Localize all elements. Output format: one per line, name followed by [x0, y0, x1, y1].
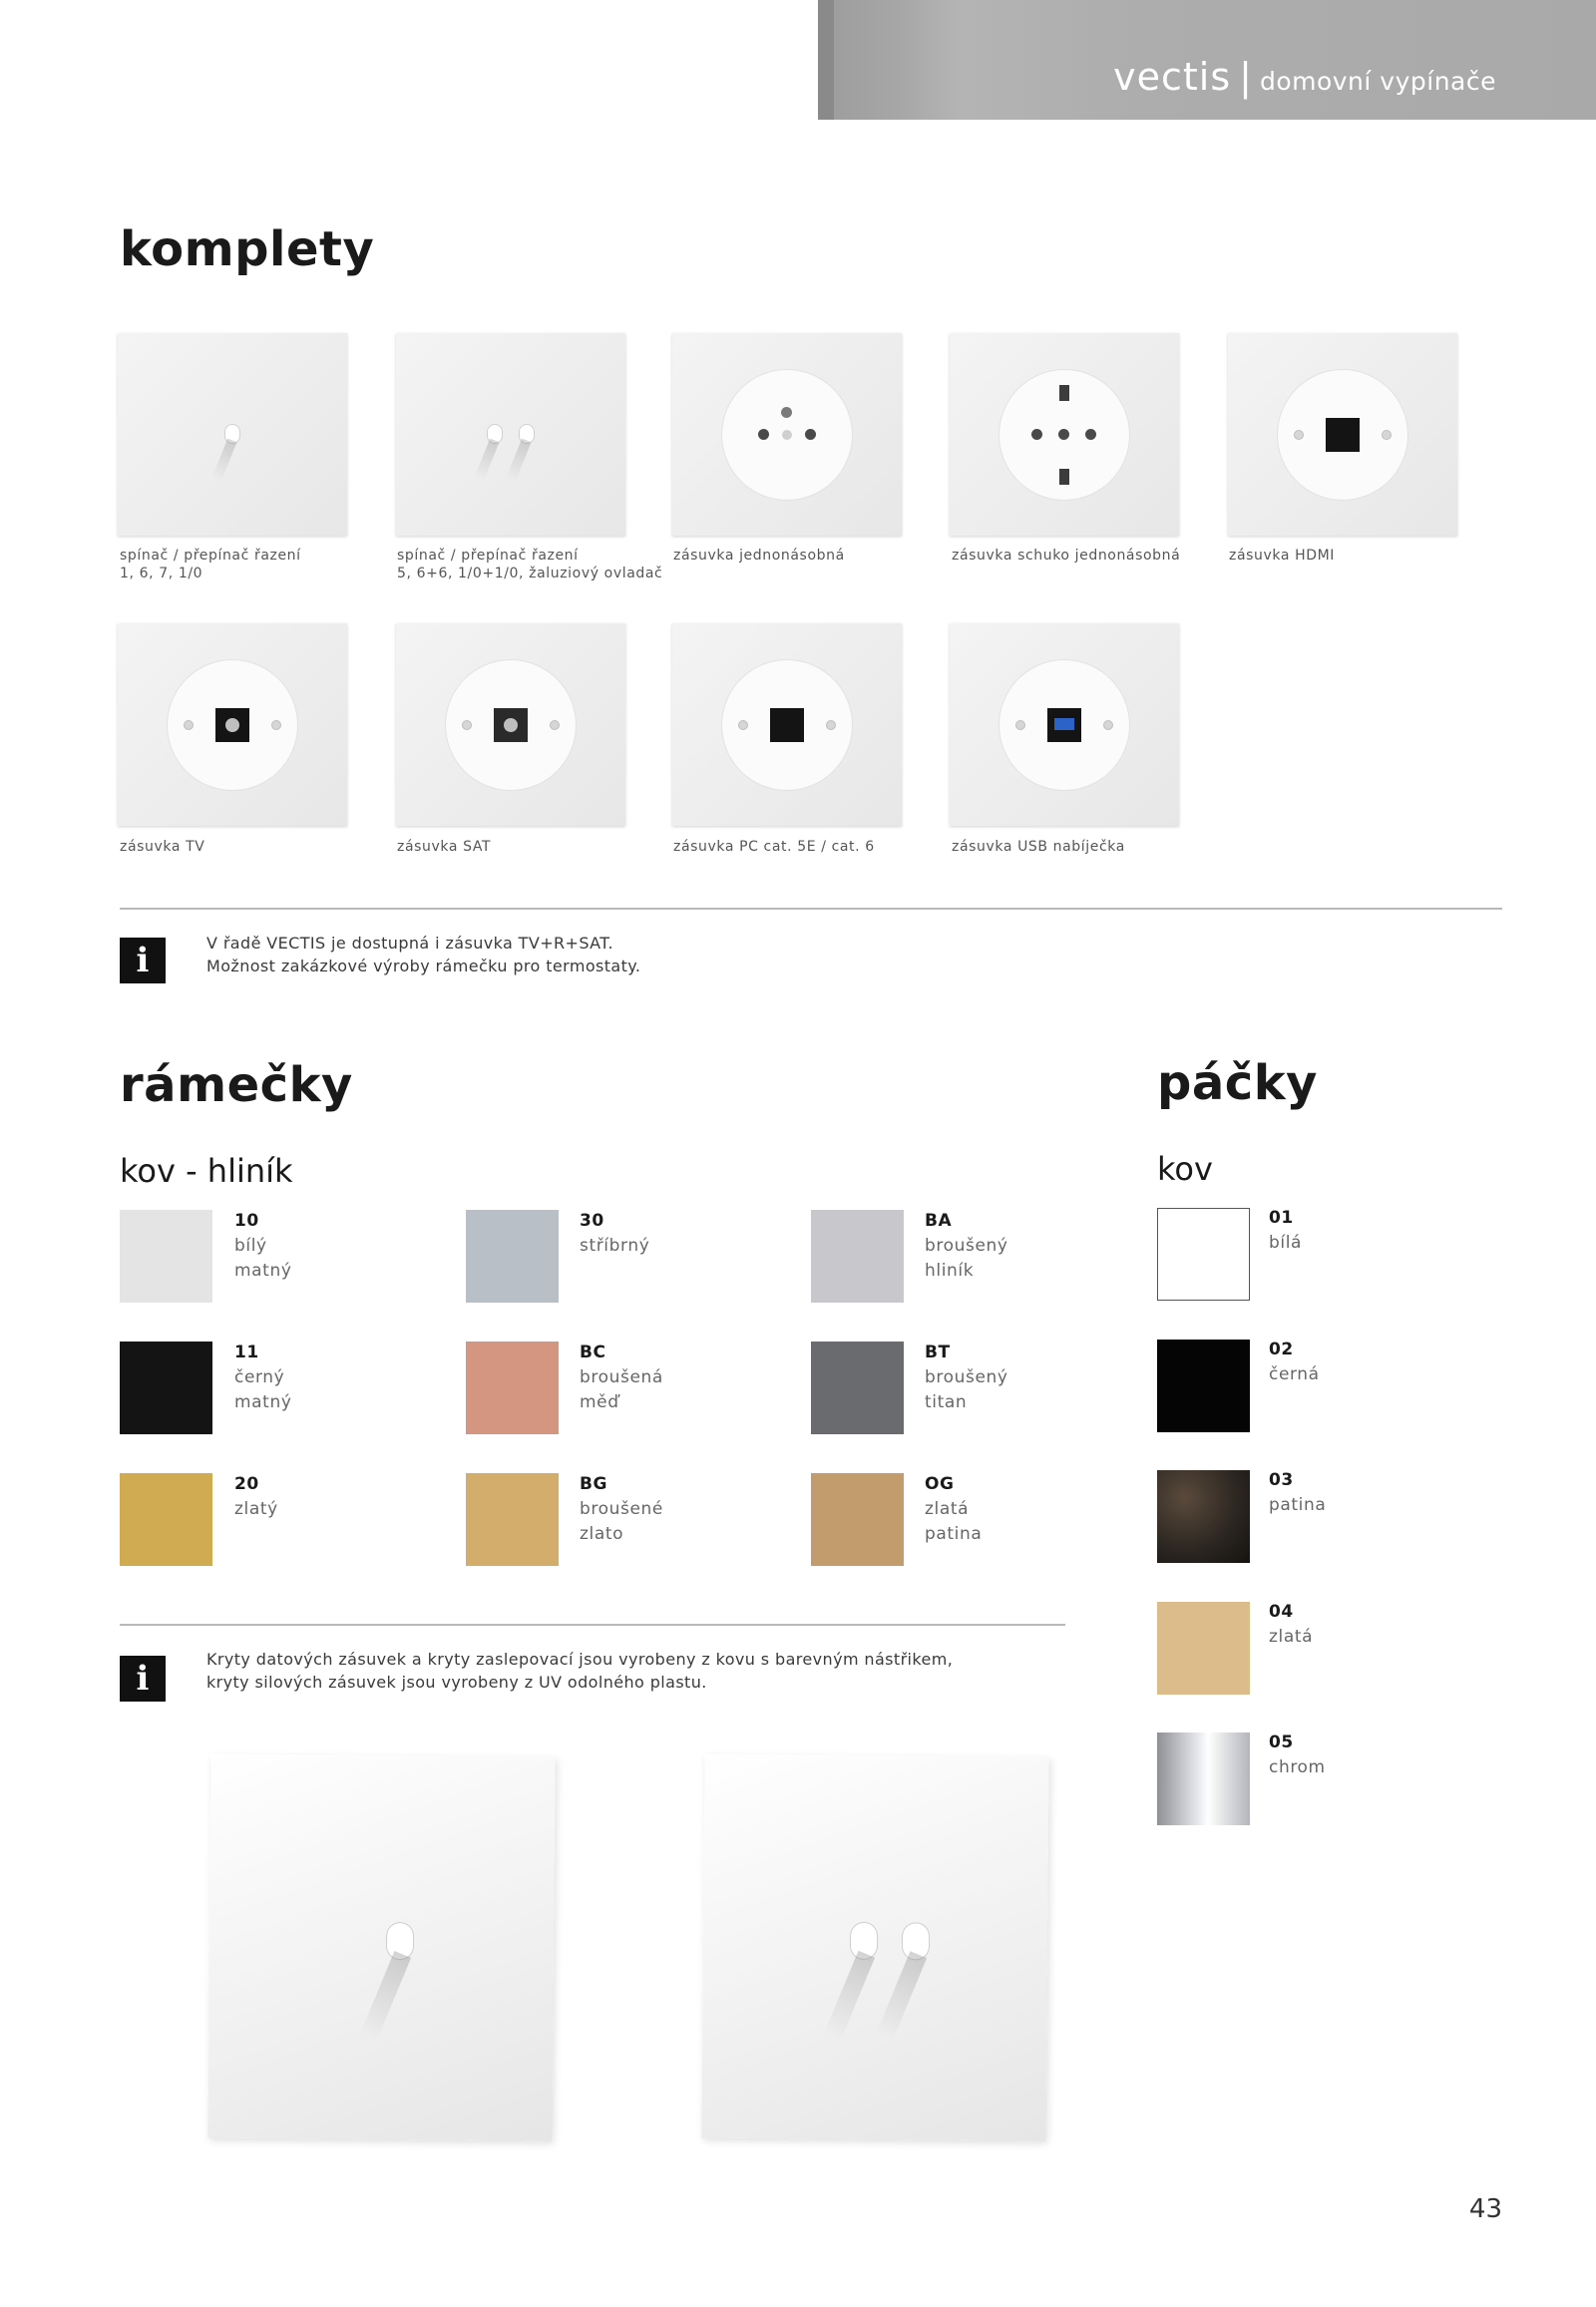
- ethernet-port-icon: [770, 708, 804, 742]
- socket-hole-icon: [1058, 429, 1069, 440]
- caption-line: zásuvka USB nabíječka: [952, 839, 1125, 855]
- info-icon: i: [120, 938, 166, 983]
- product-photo-double-switch: [701, 1754, 1048, 2141]
- product-tile-tv[interactable]: [118, 623, 347, 826]
- screw-icon: [271, 720, 281, 730]
- lever-swatch-label: [1269, 1338, 1320, 1387]
- product-tile-switch-single[interactable]: [118, 333, 347, 536]
- screw-icon: [738, 720, 748, 730]
- socket-hole-icon: [758, 429, 769, 440]
- screw-icon: [1103, 720, 1113, 730]
- swatch-line: patina: [925, 1524, 983, 1544]
- caption-switch-single: [120, 547, 301, 582]
- lever-shadow: [474, 439, 499, 482]
- divider: [120, 1624, 1065, 1626]
- sat-port-icon: [494, 708, 528, 742]
- frame-swatch-label: [234, 1341, 291, 1415]
- divider: [120, 908, 1502, 910]
- swatch-line: patina: [1269, 1495, 1327, 1515]
- subtitle-kov: kov: [1157, 1150, 1213, 1188]
- section-title-packy: páčky: [1157, 1055, 1318, 1111]
- swatch-line: černá: [1269, 1364, 1320, 1384]
- schuko-clip-top-icon: [1059, 385, 1069, 401]
- frame-swatch-label: [580, 1341, 663, 1415]
- usb-port-icon: [1047, 708, 1081, 742]
- lever-swatch-05[interactable]: [1157, 1732, 1250, 1825]
- socket-hole-icon: [805, 429, 816, 440]
- caption-usb: [952, 838, 1125, 856]
- screw-icon: [1294, 430, 1304, 440]
- lever-swatch-01[interactable]: [1157, 1208, 1250, 1301]
- swatch-line: bílá: [1269, 1233, 1303, 1253]
- swatch-code: 05: [1269, 1732, 1294, 1752]
- caption-line: 5, 6+6, 1/0+1/0, žaluziový ovladač: [397, 566, 663, 581]
- swatch-code: 04: [1269, 1602, 1294, 1622]
- swatch-line: stříbrný: [580, 1236, 650, 1256]
- caption-socket-french: [673, 547, 845, 565]
- swatch-line: zlatá: [1269, 1627, 1314, 1647]
- swatch-code: BC: [580, 1343, 606, 1362]
- swatch-line: zlato: [580, 1524, 624, 1544]
- earth-pin-icon: [781, 407, 792, 418]
- info-note-1: [206, 932, 640, 977]
- section-title-komplety: komplety: [120, 221, 375, 277]
- frame-swatch-11[interactable]: [120, 1342, 212, 1434]
- lever-swatch-03[interactable]: [1157, 1470, 1250, 1563]
- swatch-code: BA: [925, 1211, 953, 1231]
- swatch-line: chrom: [1269, 1757, 1326, 1777]
- frame-swatch-label: [925, 1472, 982, 1547]
- socket-hole-icon: [1031, 429, 1042, 440]
- frame-swatch-BA[interactable]: [811, 1210, 904, 1303]
- product-tile-switch-double[interactable]: [396, 333, 625, 536]
- swatch-code: 03: [1269, 1470, 1294, 1490]
- caption-line: 1, 6, 7, 1/0: [120, 566, 203, 581]
- header-band: [818, 0, 1596, 120]
- swatch-line: bílý: [234, 1236, 267, 1256]
- caption-line: zásuvka jednonásobná: [673, 548, 845, 564]
- lever-swatch-label: [1269, 1730, 1326, 1780]
- lever-shadow: [211, 439, 236, 482]
- section-title-ramecky: rámečky: [120, 1057, 353, 1113]
- frame-swatch-label: [234, 1209, 291, 1284]
- swatch-line: broušený: [925, 1367, 1008, 1387]
- lever-swatch-label: [1269, 1206, 1302, 1256]
- lever-swatch-04[interactable]: [1157, 1602, 1250, 1695]
- socket-hole-icon: [1085, 429, 1096, 440]
- info-icon: i: [120, 1656, 166, 1702]
- swatch-line: hliník: [925, 1261, 975, 1281]
- info-line: V řadě VECTIS je dostupná i zásuvka TV+R+SAT.: [206, 934, 614, 953]
- swatch-code: BG: [580, 1474, 608, 1494]
- caption-line: zásuvka SAT: [397, 839, 492, 855]
- info-line: Kryty datových zásuvek a kryty zaslepovací jsou vyrobeny z kovu s barevným nástřikem,: [206, 1650, 954, 1669]
- frame-swatch-10[interactable]: [120, 1210, 212, 1303]
- product-tile-usb[interactable]: [950, 623, 1179, 826]
- schuko-clip-bottom-icon: [1059, 469, 1069, 485]
- caption-socket-schuko: [952, 547, 1180, 565]
- header-title: [1113, 55, 1496, 99]
- swatch-code: OG: [925, 1474, 955, 1494]
- swatch-line: broušená: [580, 1367, 663, 1387]
- swatch-code: BT: [925, 1343, 951, 1362]
- swatch-code: 30: [580, 1211, 604, 1231]
- frame-swatch-BG[interactable]: [466, 1473, 559, 1566]
- screw-icon: [1015, 720, 1025, 730]
- screw-icon: [550, 720, 560, 730]
- product-photo-single-switch: [207, 1754, 555, 2141]
- caption-line: zásuvka HDMI: [1229, 548, 1335, 564]
- frame-swatch-OG[interactable]: [811, 1473, 904, 1566]
- swatch-line: zlatý: [234, 1499, 278, 1519]
- lever-shadow: [506, 439, 531, 482]
- swatch-line: matný: [234, 1392, 292, 1412]
- info-note-2: [206, 1648, 953, 1694]
- swatch-code: 11: [234, 1343, 259, 1362]
- screw-icon: [826, 720, 836, 730]
- screw-icon: [462, 720, 472, 730]
- lever-swatch-label: [1269, 1468, 1326, 1518]
- caption-line: spínač / přepínač řazení: [397, 548, 579, 564]
- frame-swatch-label: [925, 1341, 1008, 1415]
- caption-pc: [673, 838, 875, 856]
- product-tile-hdmi[interactable]: [1228, 333, 1457, 536]
- caption-line: zásuvka PC cat. 5E / cat. 6: [673, 839, 875, 855]
- swatch-code: 20: [234, 1474, 259, 1494]
- frame-swatch-BC[interactable]: [466, 1342, 559, 1434]
- swatch-code: 01: [1269, 1208, 1294, 1228]
- brand-name: vectis: [1113, 55, 1232, 99]
- caption-switch-double: [397, 547, 662, 582]
- page-number: 43: [1468, 2194, 1502, 2224]
- frame-swatch-30[interactable]: [466, 1210, 559, 1303]
- caption-sat: [397, 838, 491, 856]
- socket-center-icon: [782, 430, 792, 440]
- lever-shadow: [824, 1951, 875, 2041]
- caption-hdmi: [1229, 547, 1335, 565]
- frame-swatch-label: [580, 1209, 649, 1259]
- swatch-code: 10: [234, 1211, 259, 1231]
- swatch-line: broušené: [580, 1499, 663, 1519]
- subtitle-kov-hlinik: kov - hliník: [120, 1152, 293, 1190]
- swatch-line: zlatá: [925, 1499, 970, 1519]
- screw-icon: [184, 720, 194, 730]
- header-separator: |: [1239, 55, 1252, 99]
- caption-line: zásuvka TV: [120, 839, 205, 855]
- caption-line: zásuvka schuko jednonásobná: [952, 548, 1181, 564]
- swatch-line: titan: [925, 1392, 968, 1412]
- lever-swatch-label: [1269, 1600, 1313, 1650]
- swatch-line: měď: [580, 1392, 619, 1412]
- product-tile-socket-french[interactable]: [672, 333, 902, 536]
- swatch-code: 02: [1269, 1340, 1294, 1359]
- tv-port-icon: [215, 708, 249, 742]
- header-band-edge: [818, 0, 834, 120]
- lever-shadow: [876, 1951, 927, 2041]
- info-line: Možnost zakázkové výroby rámečku pro termostaty.: [206, 957, 641, 975]
- caption-tv: [120, 838, 204, 856]
- frame-swatch-BT[interactable]: [811, 1342, 904, 1434]
- screw-icon: [1382, 430, 1392, 440]
- swatch-line: černý: [234, 1367, 285, 1387]
- hdmi-port-icon: [1326, 418, 1360, 452]
- product-tile-sat[interactable]: [396, 623, 625, 826]
- frame-swatch-label: [580, 1472, 663, 1547]
- product-tile-socket-schuko[interactable]: [950, 333, 1179, 536]
- lever-shadow: [360, 1951, 411, 2041]
- header-subtitle: domovní vypínače: [1259, 67, 1496, 96]
- frame-swatch-label: [234, 1472, 278, 1522]
- caption-line: spínač / přepínač řazení: [120, 548, 301, 564]
- frame-swatch-20[interactable]: [120, 1473, 212, 1566]
- swatch-line: matný: [234, 1261, 292, 1281]
- info-line: kryty silových zásuvek jsou vyrobeny z UV odolného plastu.: [206, 1673, 707, 1692]
- product-tile-pc[interactable]: [672, 623, 902, 826]
- swatch-line: broušený: [925, 1236, 1008, 1256]
- frame-swatch-label: [925, 1209, 1008, 1284]
- lever-swatch-02[interactable]: [1157, 1340, 1250, 1432]
